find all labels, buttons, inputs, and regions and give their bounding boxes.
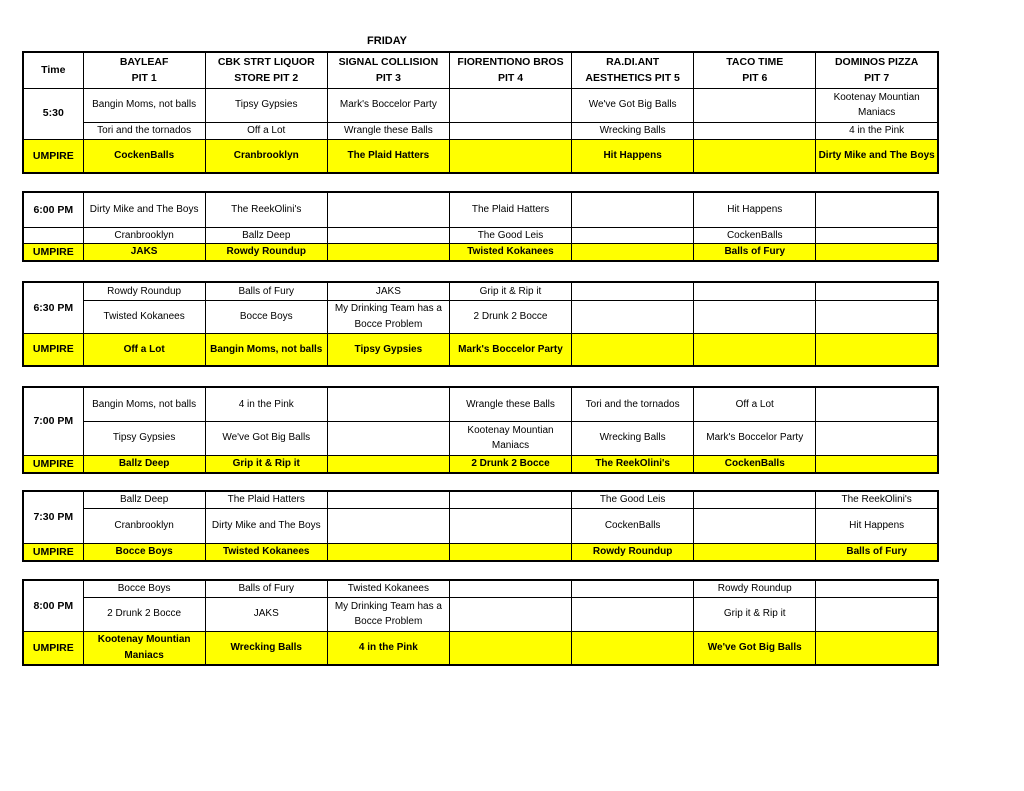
slot-table-800 — [22, 579, 939, 666]
umpire-cell — [327, 455, 449, 473]
match-cell — [816, 227, 938, 244]
pit-4-header: FIORENTIONO BROS PIT 4 — [449, 52, 571, 88]
umpire-cell: Hit Happens — [572, 139, 694, 173]
match-cell — [572, 192, 694, 227]
match-cell: Twisted Kokanees — [327, 580, 449, 597]
umpire-cell: Ballz Deep — [83, 455, 205, 473]
match-cell: Cranbrooklyn — [83, 508, 205, 543]
umpire-cell — [816, 244, 938, 262]
pit-2-header: CBK STRT LIQUOR STORE PIT 2 — [205, 52, 327, 88]
umpire-cell — [327, 543, 449, 561]
umpire-cell: Bocce Boys — [83, 543, 205, 561]
match-cell: Rowdy Roundup — [694, 580, 816, 597]
umpire-cell — [572, 244, 694, 262]
match-cell: CockenBalls — [694, 227, 816, 244]
match-cell — [694, 300, 816, 333]
slot-time: 8:00 PM — [23, 580, 83, 631]
match-cell: Off a Lot — [694, 387, 816, 421]
match-cell: We've Got Big Balls — [572, 88, 694, 122]
umpire-cell: Kootenay Mountian Maniacs — [83, 631, 205, 665]
match-cell — [327, 421, 449, 455]
match-cell — [694, 491, 816, 508]
match-cell — [572, 580, 694, 597]
match-cell: Bocce Boys — [83, 580, 205, 597]
umpire-cell — [694, 543, 816, 561]
match-cell: Kootenay Mountian Maniacs — [449, 421, 571, 455]
slot-table-730 — [22, 490, 939, 562]
match-cell: JAKS — [205, 597, 327, 631]
match-cell — [816, 580, 938, 597]
match-cell — [449, 597, 571, 631]
umpire-cell — [816, 455, 938, 473]
match-cell — [572, 282, 694, 300]
umpire-cell: Mark's Boccelor Party — [449, 333, 571, 366]
pit-5-header: RA.DI.ANT AESTHETICS PIT 5 — [572, 52, 694, 88]
umpire-cell: Twisted Kokanees — [205, 543, 327, 561]
match-cell — [449, 508, 571, 543]
umpire-cell: Tipsy Gypsies — [327, 333, 449, 366]
pit-6-header: TACO TIME PIT 6 — [694, 52, 816, 88]
umpire-cell — [449, 631, 571, 665]
match-cell — [816, 421, 938, 455]
match-cell — [449, 491, 571, 508]
match-cell: Grip it & Rip it — [449, 282, 571, 300]
match-cell: Ballz Deep — [205, 227, 327, 244]
match-cell — [449, 580, 571, 597]
umpire-cell: We've Got Big Balls — [694, 631, 816, 665]
match-cell: The Good Leis — [449, 227, 571, 244]
match-cell: Twisted Kokanees — [83, 300, 205, 333]
match-cell: Wrecking Balls — [572, 122, 694, 139]
match-cell: 4 in the Pink — [816, 122, 938, 139]
match-cell: Wrecking Balls — [572, 421, 694, 455]
umpire-cell: Rowdy Roundup — [205, 244, 327, 262]
match-cell: Ballz Deep — [83, 491, 205, 508]
match-cell — [816, 597, 938, 631]
match-cell: JAKS — [327, 282, 449, 300]
match-cell: Dirty Mike and The Boys — [205, 508, 327, 543]
match-cell — [572, 300, 694, 333]
umpire-cell: Balls of Fury — [816, 543, 938, 561]
match-cell: Wrangle these Balls — [327, 122, 449, 139]
umpire-cell: 2 Drunk 2 Bocce — [449, 455, 571, 473]
pit-7-header: DOMINOS PIZZA PIT 7 — [816, 52, 938, 88]
umpire-cell — [327, 244, 449, 262]
pit-3-header: SIGNAL COLLISION PIT 3 — [327, 52, 449, 88]
match-cell: Dirty Mike and The Boys — [83, 192, 205, 227]
match-cell: Off a Lot — [205, 122, 327, 139]
match-cell — [694, 282, 816, 300]
match-cell: The ReekOlini's — [816, 491, 938, 508]
match-cell: My Drinking Team has a Bocce Problem — [327, 597, 449, 631]
match-cell — [327, 192, 449, 227]
slot-time: 7:00 PM — [23, 387, 83, 455]
umpire-label: UMPIRE — [23, 333, 83, 366]
match-cell — [327, 227, 449, 244]
umpire-cell — [816, 631, 938, 665]
blank-cell — [23, 227, 83, 244]
match-cell: CockenBalls — [572, 508, 694, 543]
match-cell: Cranbrooklyn — [83, 227, 205, 244]
match-cell — [449, 122, 571, 139]
slot-table-600 — [22, 191, 939, 262]
slot-table-700 — [22, 386, 939, 474]
match-cell: Hit Happens — [694, 192, 816, 227]
pit-1-header: BAYLEAF PIT 1 — [83, 52, 205, 88]
match-cell: Rowdy Roundup — [83, 282, 205, 300]
match-cell — [816, 300, 938, 333]
match-cell: Tipsy Gypsies — [83, 421, 205, 455]
slot-time: 6:30 PM — [23, 282, 83, 333]
match-cell: The Plaid Hatters — [449, 192, 571, 227]
match-cell: Tori and the tornados — [83, 122, 205, 139]
umpire-cell — [694, 333, 816, 366]
umpire-cell: Bangin Moms, not balls — [205, 333, 327, 366]
umpire-cell: The Plaid Hatters — [327, 139, 449, 173]
umpire-label: UMPIRE — [23, 631, 83, 665]
match-cell: 2 Drunk 2 Bocce — [83, 597, 205, 631]
match-cell: Bocce Boys — [205, 300, 327, 333]
slot-table-630 — [22, 281, 939, 367]
umpire-cell — [816, 333, 938, 366]
umpire-cell: JAKS — [83, 244, 205, 262]
match-cell: Tipsy Gypsies — [205, 88, 327, 122]
match-cell: 2 Drunk 2 Bocce — [449, 300, 571, 333]
match-cell: Balls of Fury — [205, 580, 327, 597]
match-cell: Mark's Boccelor Party — [694, 421, 816, 455]
umpire-cell: CockenBalls — [694, 455, 816, 473]
match-cell — [816, 282, 938, 300]
match-cell — [816, 192, 938, 227]
slot-time: 5:30 — [23, 88, 83, 139]
umpire-cell: CockenBalls — [83, 139, 205, 173]
match-cell — [449, 88, 571, 122]
match-cell: The Plaid Hatters — [205, 491, 327, 508]
umpire-cell: Grip it & Rip it — [205, 455, 327, 473]
match-cell — [694, 88, 816, 122]
umpire-label: UMPIRE — [23, 244, 83, 262]
match-cell: Grip it & Rip it — [694, 597, 816, 631]
match-cell: 4 in the Pink — [205, 387, 327, 421]
match-cell: Bangin Moms, not balls — [83, 88, 205, 122]
match-cell — [327, 508, 449, 543]
match-cell — [816, 387, 938, 421]
match-cell — [694, 122, 816, 139]
umpire-cell — [572, 333, 694, 366]
umpire-label: UMPIRE — [23, 455, 83, 473]
match-cell: We've Got Big Balls — [205, 421, 327, 455]
umpire-cell — [449, 543, 571, 561]
match-cell: The Good Leis — [572, 491, 694, 508]
match-cell — [572, 597, 694, 631]
umpire-cell: Dirty Mike and The Boys — [816, 139, 938, 173]
slot-time: 7:30 PM — [23, 491, 83, 543]
umpire-cell: 4 in the Pink — [327, 631, 449, 665]
slot-time: 6:00 PM — [23, 192, 83, 227]
match-cell — [572, 227, 694, 244]
match-cell: My Drinking Team has a Bocce Problem — [327, 300, 449, 333]
umpire-cell: Off a Lot — [83, 333, 205, 366]
umpire-label: UMPIRE — [23, 543, 83, 561]
umpire-cell: Twisted Kokanees — [449, 244, 571, 262]
match-cell: Tori and the tornados — [572, 387, 694, 421]
match-cell — [694, 508, 816, 543]
match-cell: The ReekOlini's — [205, 192, 327, 227]
match-cell: Hit Happens — [816, 508, 938, 543]
umpire-cell: Rowdy Roundup — [572, 543, 694, 561]
match-cell: Balls of Fury — [205, 282, 327, 300]
umpire-cell: Cranbrooklyn — [205, 139, 327, 173]
umpire-cell — [449, 139, 571, 173]
umpire-cell: The ReekOlini's — [572, 455, 694, 473]
time-column-header: Time — [23, 52, 83, 88]
match-cell — [327, 387, 449, 421]
umpire-cell — [572, 631, 694, 665]
match-cell — [327, 491, 449, 508]
umpire-label: UMPIRE — [23, 139, 83, 173]
match-cell: Kootenay Mountian Maniacs — [816, 88, 938, 122]
match-cell: Wrangle these Balls — [449, 387, 571, 421]
match-cell: Bangin Moms, not balls — [83, 387, 205, 421]
umpire-cell — [694, 139, 816, 173]
umpire-cell: Wrecking Balls — [205, 631, 327, 665]
umpire-cell: Balls of Fury — [694, 244, 816, 262]
day-title: FRIDAY — [367, 35, 407, 47]
match-cell: Mark's Boccelor Party — [327, 88, 449, 122]
schedule-header-table — [22, 51, 939, 174]
